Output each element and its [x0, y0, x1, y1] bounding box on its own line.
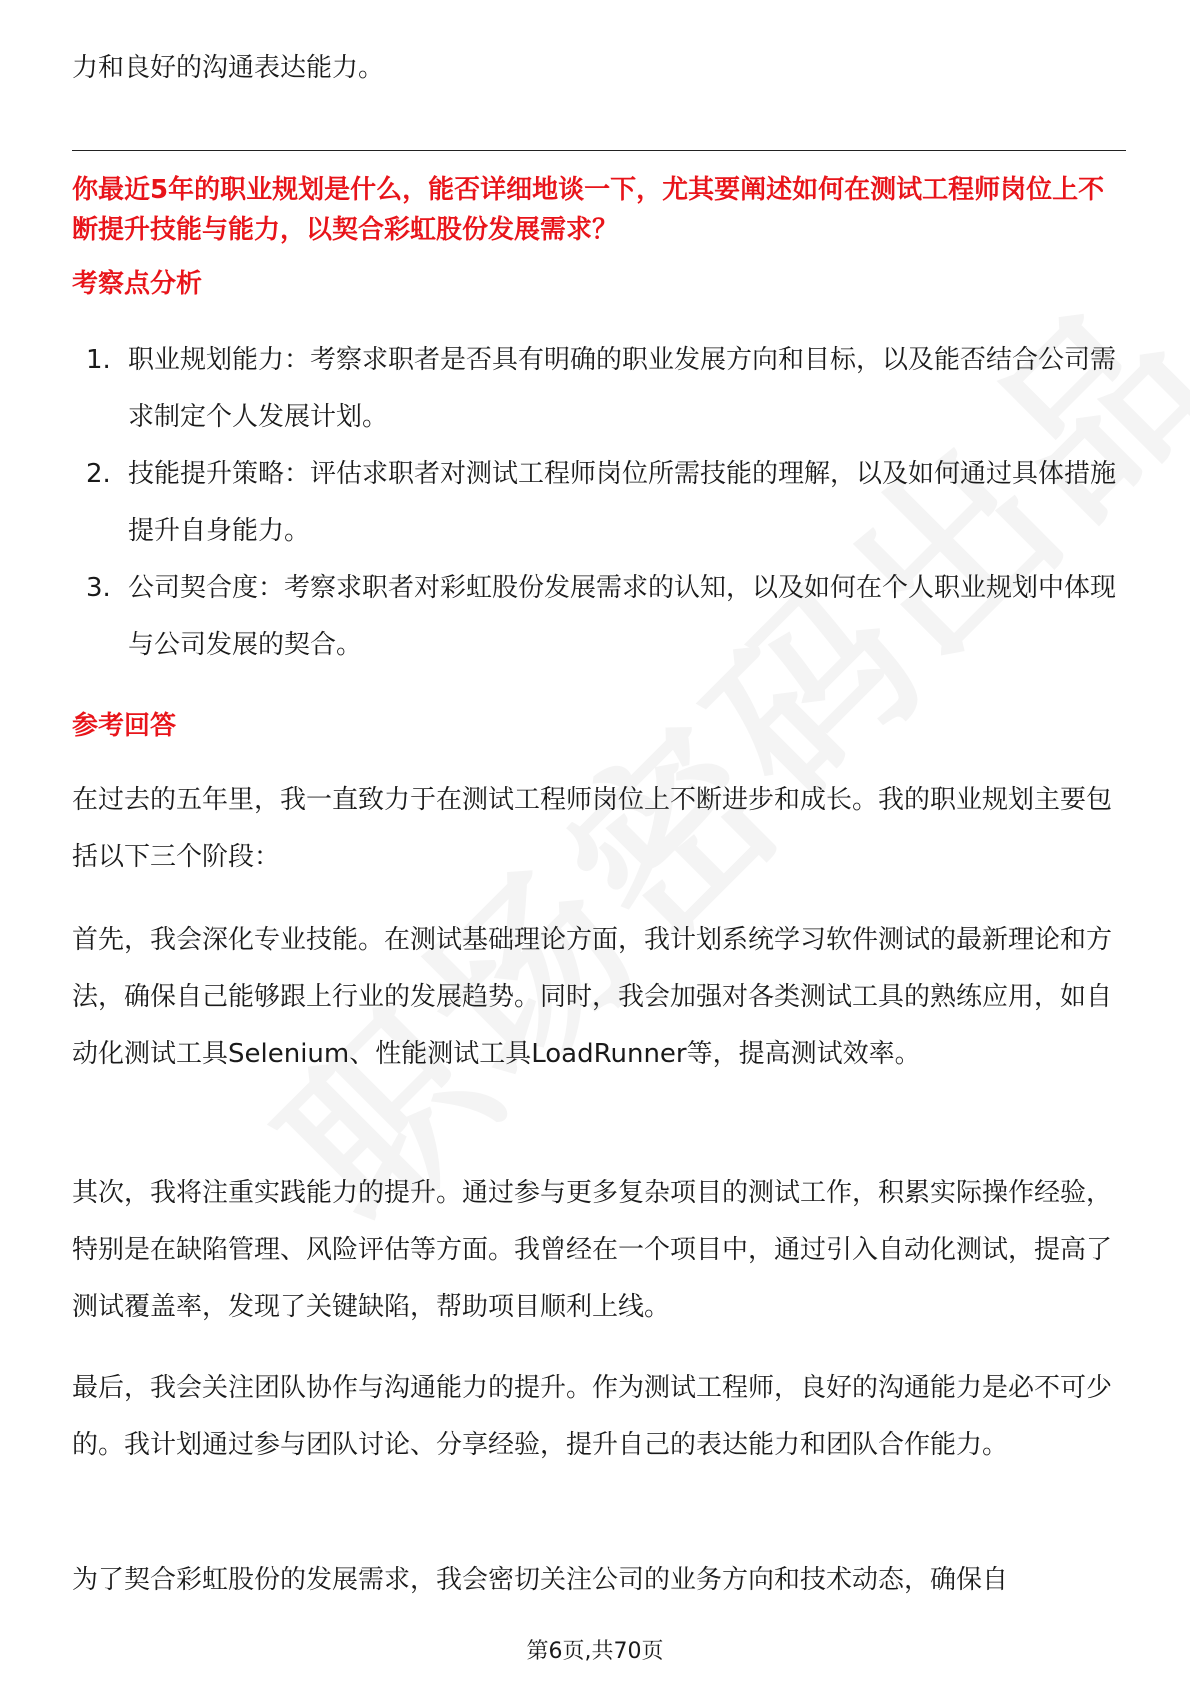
interview-question: 你最近5年的职业规划是什么，能否详细地谈一下，尤其要阐述如何在测试工程师岗位上不断提升技能与能力，以契合彩虹股份发展需求？ — [72, 175, 1105, 245]
list-item-number: 2. — [86, 459, 111, 489]
answer-paragraph: 首先，我会深化专业技能。在测试基础理论方面，我计划系统学习软件测试的最新理论和方法，确保自己能够跟上行业的发展趋势。同时，我会加强对各类测试工具的熟练应用，如自动化测试工具Selenium、性能测试工具LoadRunner等，提高测试效率。 — [72, 925, 1113, 1069]
answer-paragraph: 其次，我将注重实践能力的提升。通过参与更多复杂项目的测试工作，积累实际操作经验，特别是在缺陷管理、风险评估等方面。我曾经在一个项目中，通过引入自动化测试，提高了测试覆盖率，发现了关键缺陷，帮助项目顺利上线。 — [72, 1178, 1113, 1322]
answer-heading: 参考回答 — [72, 711, 177, 741]
analysis-heading: 考察点分析 — [72, 269, 203, 299]
continued-text: 力和良好的沟通表达能力。 — [72, 53, 385, 83]
page-number: 第6页,共70页 — [526, 1639, 664, 1664]
list-item-text: 技能提升策略：评估求职者对测试工程师岗位所需技能的理解，以及如何通过具体措施提升自身能力。 — [128, 459, 1117, 546]
list-item-text: 职业规划能力：考察求职者是否具有明确的职业发展方向和目标，以及能否结合公司需求制定个人发展计划。 — [128, 345, 1117, 432]
list-item-number: 1. — [86, 345, 111, 375]
answer-paragraph: 为了契合彩虹股份的发展需求，我会密切关注公司的业务方向和技术动态，确保自 — [72, 1565, 1009, 1595]
answer-paragraph: 最后，我会关注团队协作与沟通能力的提升。作为测试工程师，良好的沟通能力是必不可少的。我计划通过参与团队讨论、分享经验，提升自己的表达能力和团队合作能力。 — [72, 1373, 1113, 1460]
list-item-text: 公司契合度：考察求职者对彩虹股份发展需求的认知，以及如何在个人职业规划中体现与公司发展的契合。 — [128, 573, 1117, 660]
analysis-list — [72, 332, 1122, 674]
list-item — [72, 446, 1122, 560]
list-item — [72, 332, 1122, 446]
list-item-number: 3. — [86, 573, 111, 603]
answer-paragraph: 在过去的五年里，我一直致力于在测试工程师岗位上不断进步和成长。我的职业规划主要包括以下三个阶段： — [72, 785, 1113, 872]
section-divider — [72, 150, 1126, 151]
list-item — [72, 560, 1122, 674]
